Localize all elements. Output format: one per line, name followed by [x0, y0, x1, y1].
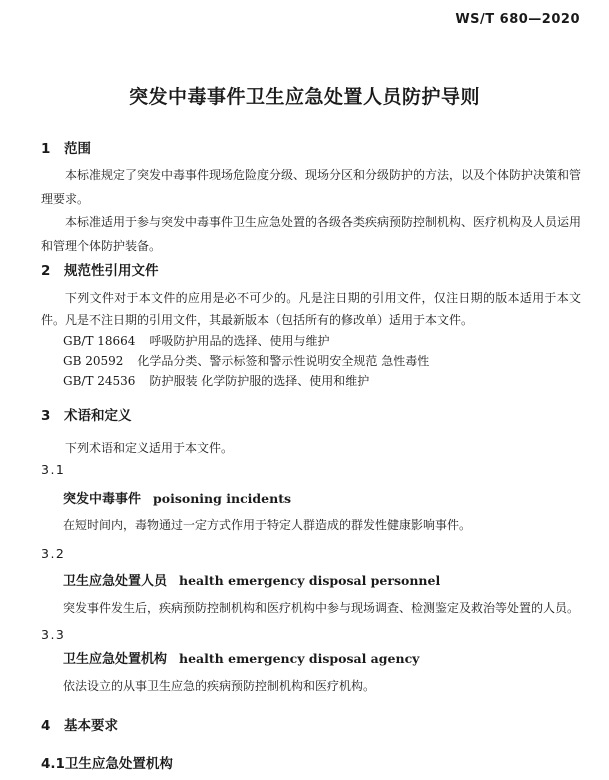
term-title: [63, 570, 440, 589]
term-definition: 在短时间内，毒物通过一定方式作用于特定人群造成的群发性健康影响事件。: [63, 518, 472, 532]
term-number: 3.3: [41, 627, 66, 642]
reference-code: GB/T 24536: [63, 374, 136, 388]
reference-title: 化学品分类、警示标签和警示性说明安全规范 急性毒性: [137, 354, 430, 368]
section-number: 4.1: [41, 756, 65, 772]
paragraph: 下列文件对于本文件的应用是必不可少的。凡是注日期的引用文件，仅注日期的版本适用于本文件。凡是不注日期的引用文件，其最新版本（包括所有的修改单）适用于本文件。: [41, 291, 581, 327]
term-definition: 依法设立的从事卫生应急的疾病预防控制机构和医疗机构。: [63, 679, 376, 693]
section-number: 1: [41, 141, 51, 157]
term-title: [63, 488, 291, 507]
section-title: 范围: [64, 141, 91, 157]
term-number: 3.2: [41, 546, 66, 561]
section-number: 2: [41, 263, 51, 279]
paragraph: 本标准规定了突发中毒事件现场危险度分级、现场分区和分级防护的方法，以及个体防护决策和管理要求。: [41, 168, 582, 206]
term-zh: 卫生应急处置机构: [63, 652, 168, 667]
normative-refs-intro: [41, 288, 581, 331]
term-zh: 卫生应急处置人员: [63, 574, 168, 589]
term-en: health emergency disposal personnel: [179, 573, 441, 588]
terms-intro: [41, 437, 581, 461]
term-zh: 突发中毒事件: [63, 492, 142, 507]
reference-item: [63, 331, 583, 351]
term-definition: 突发事件发生后，疾病预防控制机构和医疗机构中参与现场调查、检测鉴定及救治等处置的人员。: [63, 601, 580, 615]
normative-reference-list: [63, 331, 583, 391]
paragraph: 本标准适用于参与突发中毒事件卫生应急处置的各级各类疾病预防控制机构、医疗机构及人员运用和管理个体防护装备。: [41, 215, 582, 253]
reference-item: [63, 351, 583, 371]
reference-code: GB/T 18664: [63, 334, 136, 348]
section-heading-normative-refs: [41, 259, 159, 279]
document-title: 突发中毒事件卫生应急处置人员防护导则: [128, 86, 480, 108]
section-heading-basic-requirements: [41, 714, 118, 734]
paragraph: 下列术语和定义适用于本文件。: [65, 441, 234, 455]
term-title: [63, 648, 419, 667]
reference-title: 呼吸防护用品的选择、使用与维护: [149, 334, 330, 348]
section-title: 基本要求: [64, 718, 118, 734]
reference-item: [63, 371, 583, 391]
term-en: poisoning incidents: [153, 491, 292, 506]
section-heading-scope: [41, 137, 91, 157]
scope-body: [41, 164, 581, 258]
section-title: 卫生应急处置机构: [64, 756, 173, 772]
section-title: 规范性引用文件: [64, 263, 159, 279]
doc-number: WS/T 680—2020: [455, 12, 580, 27]
term-number: 3.1: [41, 462, 66, 477]
section-heading-terms: [41, 404, 132, 424]
section-number: 4: [41, 718, 51, 734]
section-title: 术语和定义: [64, 408, 132, 424]
term-en: health emergency disposal agency: [179, 651, 420, 666]
reference-title: 防护服装 化学防护服的选择、使用和维护: [149, 374, 370, 388]
section-number: 3: [41, 408, 51, 424]
subsection-heading-agency: [41, 752, 173, 772]
reference-code: GB 20592: [63, 354, 124, 368]
